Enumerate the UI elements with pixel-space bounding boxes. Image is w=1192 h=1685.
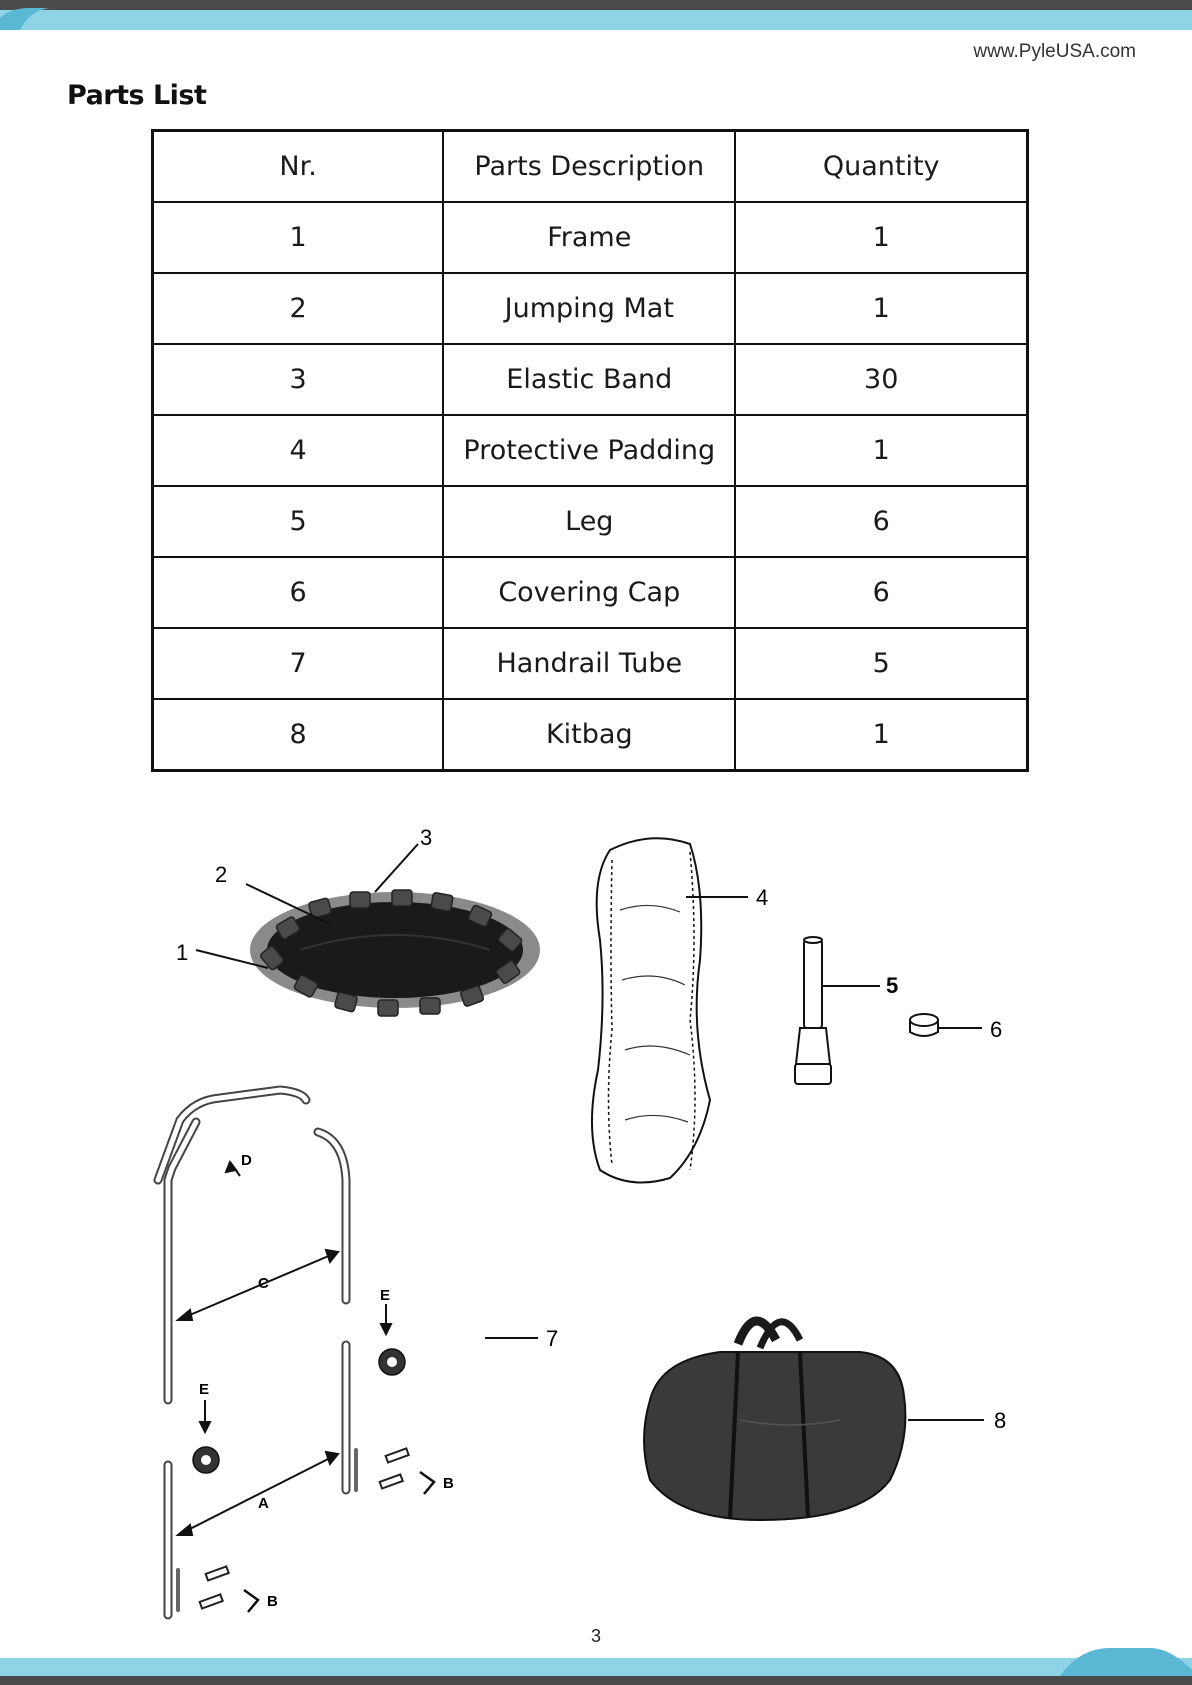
cell-nr: 2 bbox=[153, 273, 444, 344]
callout-c: C bbox=[258, 1275, 269, 1292]
table-row bbox=[153, 202, 1028, 273]
table-header-row bbox=[153, 131, 1028, 203]
trampoline-frame-illustration bbox=[250, 890, 540, 1016]
callout-8: 8 bbox=[994, 1408, 1007, 1433]
callout-2: 2 bbox=[215, 862, 228, 887]
cell-quantity: 1 bbox=[735, 415, 1027, 486]
cell-quantity: 1 bbox=[735, 202, 1027, 273]
cell-quantity: 1 bbox=[735, 273, 1027, 344]
cell-quantity: 1 bbox=[735, 699, 1027, 771]
callout-e: E bbox=[380, 1287, 391, 1304]
callout-6: 6 bbox=[990, 1017, 1003, 1042]
parts-illustration bbox=[0, 800, 1192, 1630]
cell-description: Jumping Mat bbox=[443, 273, 735, 344]
table-row bbox=[153, 628, 1028, 699]
callout-b: B bbox=[267, 1593, 278, 1610]
protective-padding-illustration bbox=[592, 838, 710, 1182]
cell-description: Frame bbox=[443, 202, 735, 273]
callout-e: E bbox=[199, 1381, 210, 1398]
covering-cap-illustration bbox=[910, 1014, 938, 1036]
callout-d: D bbox=[241, 1152, 252, 1169]
callout-1: 1 bbox=[176, 940, 189, 965]
cell-quantity: 5 bbox=[735, 628, 1027, 699]
cell-nr: 7 bbox=[153, 628, 444, 699]
table-row bbox=[153, 557, 1028, 628]
column-header-nr: Nr. bbox=[153, 131, 444, 203]
callout-4: 4 bbox=[756, 885, 769, 910]
cell-nr: 1 bbox=[153, 202, 444, 273]
cell-nr: 5 bbox=[153, 486, 444, 557]
callout-3: 3 bbox=[420, 825, 433, 850]
cell-quantity: 6 bbox=[735, 557, 1027, 628]
footer-band bbox=[0, 1648, 1192, 1685]
table-row bbox=[153, 273, 1028, 344]
table-row bbox=[153, 415, 1028, 486]
callout-7: 7 bbox=[546, 1326, 559, 1351]
kitbag-illustration bbox=[644, 1321, 905, 1520]
header-band bbox=[0, 0, 1192, 30]
website-url: www.PyleUSA.com bbox=[973, 41, 1136, 62]
leg-illustration bbox=[795, 937, 831, 1084]
page-number: 3 bbox=[590, 1626, 601, 1646]
callout-b: B bbox=[443, 1475, 454, 1492]
table-row bbox=[153, 344, 1028, 415]
cell-description: Handrail Tube bbox=[443, 628, 735, 699]
cell-description: Elastic Band bbox=[443, 344, 735, 415]
column-header-quantity: Quantity bbox=[735, 131, 1027, 203]
cell-description: Leg bbox=[443, 486, 735, 557]
cell-description: Covering Cap bbox=[443, 557, 735, 628]
cell-nr: 6 bbox=[153, 557, 444, 628]
cell-nr: 8 bbox=[153, 699, 444, 771]
callout-5: 5 bbox=[886, 973, 899, 998]
callout-a: A bbox=[258, 1495, 269, 1512]
knob-icon bbox=[193, 1349, 405, 1473]
column-header-description: Parts Description bbox=[443, 131, 735, 203]
cell-description: Protective Padding bbox=[443, 415, 735, 486]
parts-table bbox=[151, 129, 1029, 772]
section-title: Parts List bbox=[67, 80, 207, 111]
cell-quantity: 6 bbox=[735, 486, 1027, 557]
table-row bbox=[153, 486, 1028, 557]
cell-quantity: 30 bbox=[735, 344, 1027, 415]
handrail-tubes-illustration bbox=[158, 1090, 346, 1615]
cell-description: Kitbag bbox=[443, 699, 735, 771]
bolt-icon bbox=[200, 1448, 409, 1608]
cell-nr: 4 bbox=[153, 415, 444, 486]
table-row bbox=[153, 699, 1028, 771]
cell-nr: 3 bbox=[153, 344, 444, 415]
